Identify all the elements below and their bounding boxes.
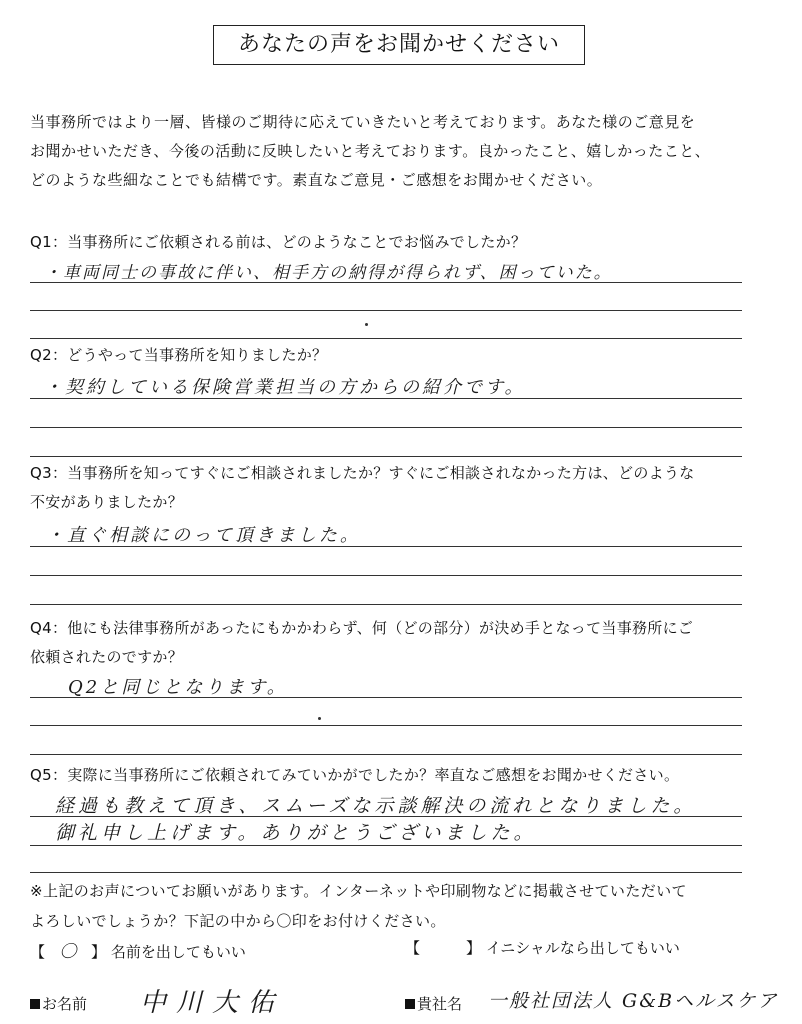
- consent-note-line-1: ※上記のお声についてお願いがあります。インターネットや印刷物などに掲載させていただいて: [30, 882, 687, 900]
- answer-3-line-2: [30, 575, 742, 576]
- question-4-label-line-2: 依頼されたのですか？: [30, 648, 184, 666]
- name-value[interactable]: 中川大佑: [140, 988, 285, 1018]
- answer-5-line-1[interactable]: 経過も教えて頂き、スムーズな示談解決の流れとなりました。: [55, 795, 697, 817]
- consent-note-line-2: よろしいでしょうか？下記の中から〇印をお付けください。: [30, 912, 446, 930]
- question-3-label-line-2: 不安がありましたか？: [30, 493, 184, 511]
- question-4: [30, 614, 790, 672]
- question-2: [30, 341, 790, 370]
- answer-4-line-2: [30, 725, 742, 726]
- answer-3-line-1: [30, 546, 742, 547]
- answer-5-rule-3: [30, 872, 742, 873]
- answer-2-line-2: [30, 427, 742, 428]
- option-name-ok[interactable]: [30, 937, 246, 962]
- answer-5-line-2[interactable]: 御礼申し上げます。ありがとうございました。: [55, 822, 537, 844]
- answer-5-rule-2: [30, 845, 742, 846]
- bracket-open: 【: [30, 943, 46, 961]
- stray-dot: [318, 717, 321, 720]
- consent-note: [30, 876, 790, 936]
- page-title: あなたの声をお聞かせください: [213, 25, 585, 65]
- question-5-label: Q5：実際に当事務所にご依頼されてみていかがでしたか？率直なご感想をお聞かせください。: [30, 766, 680, 784]
- answer-5-rule-1: [30, 816, 742, 817]
- question-2-label: Q2：どうやって当事務所を知りましたか？: [30, 346, 328, 364]
- square-bullet-icon: [405, 999, 415, 1009]
- answer-1-line-3: [30, 338, 742, 339]
- intro-line-3: どのような些細なことでも結構です。素直なご意見・ご感想をお聞かせください。: [30, 171, 603, 189]
- answer-3[interactable]: ・直ぐ相談にのって頂きました。: [46, 525, 361, 546]
- option-name-label: 名前を出してもいい: [110, 943, 246, 961]
- answer-2-line-3: [30, 456, 742, 457]
- answer-1-line-2: [30, 310, 742, 311]
- question-3: [30, 459, 790, 517]
- answer-1-line-1: [30, 282, 742, 283]
- bracket-close: 】: [91, 943, 107, 961]
- answer-4[interactable]: Q2と同じとなります。: [68, 677, 288, 698]
- question-4-label-line-1: Q4：他にも法律事務所があったにもかかわらず、何（どの部分）が決め手となって当事務所にご: [30, 619, 694, 637]
- answer-4-line-3: [30, 754, 742, 755]
- company-value[interactable]: 一般社団法人 G&Bヘルスケア: [488, 990, 779, 1012]
- question-1-label: Q1：当事務所にご依頼される前は、どのようなことでお悩みでしたか？: [30, 233, 527, 251]
- stray-dot: [365, 323, 368, 326]
- answer-1[interactable]: ・車両同士の事故に伴い、相手方の納得が得られず、困っていた。: [44, 263, 613, 283]
- square-bullet-icon: [30, 999, 40, 1009]
- option-initial-ok[interactable]: [405, 937, 680, 958]
- bracket-open: 【: [405, 939, 421, 957]
- answer-2[interactable]: ・契約している保険営業担当の方からの紹介です。: [44, 377, 526, 398]
- answer-4-line-1: [30, 697, 742, 698]
- answer-3-line-3: [30, 604, 742, 605]
- option-initial-label: イニシャルなら出してもいい: [485, 939, 680, 957]
- answer-2-line-1: [30, 398, 742, 399]
- bracket-close: 】: [466, 939, 482, 957]
- intro-line-1: 当事務所ではより一層、皆様のご期待に応えていきたいと考えております。あなた様のご意見を: [30, 113, 696, 131]
- name-field-label: お名前: [30, 993, 87, 1014]
- question-3-label-line-1: Q3：当事務所を知ってすぐにご相談されましたか？すぐにご相談されなかった方は、どのような: [30, 464, 695, 482]
- question-5: [30, 761, 790, 790]
- circle-mark[interactable]: 〇: [59, 942, 77, 962]
- question-1: [30, 228, 790, 257]
- intro-line-2: お聞かせいただき、今後の活動に反映したいと考えております。良かったこと、嬉しかったこと、: [30, 142, 711, 160]
- company-field-label: 貴社名: [405, 993, 462, 1014]
- intro-text: [30, 108, 780, 195]
